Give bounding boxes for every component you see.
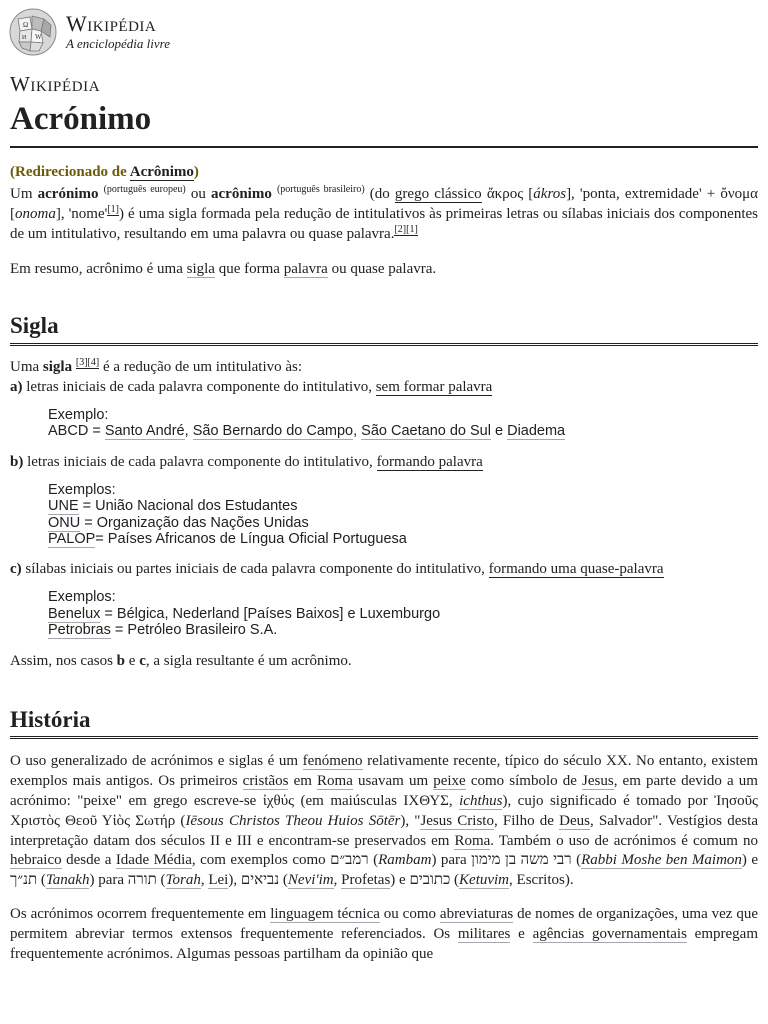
link-palop[interactable]: PALOP: [48, 530, 96, 547]
link-neviim[interactable]: Nevi'im: [287, 872, 334, 889]
link-sigla[interactable]: sigla: [186, 260, 215, 277]
svg-text:И: И: [22, 35, 27, 41]
print-wordmark: Wikipédia: [10, 72, 101, 96]
ref-link[interactable]: [4]: [87, 356, 100, 368]
link-profetas[interactable]: Profetas: [341, 872, 391, 889]
ref-link[interactable]: [1]: [107, 203, 120, 215]
link-une[interactable]: UNE: [48, 498, 79, 515]
lead-paragraph: Um acrónimo $^{(português europeu)}$ ou acrônimo $^{(português brasileiro)}$ (do grego clássico ἄκρος [ákros], 'ponta, extremidade' + ὄνομα [onoma], 'nome'[1]) é uma sigla formada pela redução de intitulativos às primeiras letras ou sílabas iniciais dos componentes de um intitulativo, resultando em uma palavra ou quase palavra.[2][1]: [10, 183, 759, 242]
summary-paragraph: Em resumo, acrônimo é uma sigla que forma palavra ou quase palavra.: [10, 260, 437, 277]
wordmark-tagline: A enciclopédia livre: [66, 36, 170, 52]
link-formando-palavra[interactable]: formando palavra: [376, 453, 483, 470]
link-jesus-cristo[interactable]: Jesus Cristo: [420, 812, 494, 829]
historia-paragraph-2: Os acrónimos ocorrem frequentemente em linguagem técnica ou como abreviaturas de nomes de organizações, uma vez que permitem abreviar termos extensos frequentemente referenciados. Os militares e agências governamentais empregam frequentemente acrónimos. Algumas pessoas partilham da opinião que: [10, 905, 759, 962]
ref-link[interactable]: [3]: [75, 356, 88, 368]
link-hebraico[interactable]: hebraico: [10, 852, 62, 869]
link-palavra[interactable]: palavra: [283, 260, 328, 277]
link-linguagem-tecnica[interactable]: linguagem técnica: [270, 905, 380, 922]
link-onu[interactable]: ONU: [48, 514, 81, 531]
example-line: ONU = Organização das Nações Unidas: [48, 514, 309, 531]
link-ketuvim[interactable]: Ketuvim: [459, 872, 510, 889]
link-tanakh[interactable]: Tanakh: [45, 872, 90, 889]
ref-link[interactable]: [2]: [394, 223, 407, 235]
link-torah[interactable]: Torah: [165, 872, 201, 889]
example-block-b: [48, 482, 758, 548]
link-formando-quase-palavra[interactable]: formando uma quase-palavra: [488, 561, 664, 578]
example-block-a: [48, 407, 758, 440]
example-line: Benelux = Bélgica, Nederland [Países Baixos] e Luxemburgo: [48, 605, 441, 622]
link-grego-classico[interactable]: grego clássico: [394, 185, 482, 202]
link-petrobras[interactable]: Petrobras: [48, 622, 111, 639]
example-line: Petrobras = Petróleo Brasileiro S.A.: [48, 622, 278, 639]
link-cristaos[interactable]: cristãos: [242, 773, 289, 790]
link-jesus[interactable]: Jesus: [582, 773, 614, 790]
link-santo-andre[interactable]: Santo André: [104, 423, 185, 440]
link-deus[interactable]: Deus: [559, 812, 590, 829]
wordmark-title: Wikipédia: [66, 11, 157, 37]
sigla-item-a: a) letras iniciais de cada palavra componente do intitulativo, sem formar palavra: [10, 378, 493, 395]
redirect-notice: (Redirecionado de Acrônimo): [10, 163, 199, 180]
link-idade-media[interactable]: Idade Média: [115, 852, 192, 869]
link-lei[interactable]: Lei: [208, 872, 229, 889]
link-fenomeno[interactable]: fenómeno: [302, 753, 363, 770]
svg-text:W: W: [35, 33, 42, 41]
page-title: Acrónimo: [10, 100, 758, 148]
example-title: Exemplos:: [48, 589, 116, 606]
link-roma[interactable]: Roma: [454, 832, 491, 849]
wordmark[interactable]: [66, 12, 170, 52]
historia-section: [10, 752, 758, 964]
link-sao-caetano[interactable]: São Caetano do Sul: [361, 423, 491, 440]
sigla-conclusion: Assim, nos casos b e c, a sigla resultante é um acrônimo.: [10, 652, 352, 669]
example-title: Exemplos:: [48, 481, 116, 498]
link-sem-formar-palavra[interactable]: sem formar palavra: [375, 378, 493, 395]
link-agencias-governamentais[interactable]: agências governamentais: [532, 925, 687, 942]
link-diadema[interactable]: Diadema: [507, 423, 566, 440]
sigla-item-c: c) sílabas iniciais ou partes iniciais de cada palavra componente do intitulativo, formando uma quase-palavra: [10, 561, 664, 578]
svg-text:Ω: Ω: [23, 21, 29, 29]
historia-paragraph-1: O uso generalizado de acrónimos e siglas é um fenómeno relativamente recente, típico do século XX. No entanto, existem exemplos mais antigos. Os primeiros cristãos em Roma usavam um peixe como símbolo de Jesus, em parte devido a um acrónimo: "peixe" em grego escreve-se ἰχθύς (em maiúsculas ΙΧΘΥΣ, ichthus), cujo significado é tomado por Ἰησοῦς Χριστὸς Θεοῦ Υἱὸς Σωτήρ (Iēsous Christos Theou Huios Sōtēr), "Jesus Cristo, Filho de Deus, Salvador". Vestígios desta interpretação datam dos séculos II e III e encontram-se preservados em Roma. Também o uso de acrónimos é comum no hebraico desde a Idade Média, com exemplos como רמב״ם (Rambam) para רבי משה בן מימון (Rabbi Moshe ben Maimon) e תנ״ך (Tanakh) para תורה (Torah, Lei), נביאים (Nevi'im, Profetas) e כתובים (Ketuvim, Escritos).: [10, 753, 759, 889]
sigla-item-b: b) letras iniciais de cada palavra componente do intitulativo, formando palavra: [10, 453, 483, 470]
example-title: Exemplo:: [48, 407, 109, 423]
redirect-link[interactable]: Acrônimo: [129, 163, 194, 180]
section-heading-historia: História: [10, 706, 758, 740]
link-roma[interactable]: Roma: [317, 773, 353, 790]
link-ichthus[interactable]: ichthus: [459, 793, 503, 809]
link-militares[interactable]: militares: [457, 925, 511, 942]
example-block-c: [48, 589, 758, 638]
site-header[interactable]: [8, 0, 758, 64]
wikipedia-globe-icon[interactable]: [8, 7, 58, 57]
link-rabbi[interactable]: Rabbi Moshe ben Maimon: [581, 852, 742, 869]
link-peixe[interactable]: peixe: [433, 773, 466, 790]
example-line: UNE = União Nacional dos Estudantes: [48, 498, 298, 515]
link-abreviaturas[interactable]: abreviaturas: [439, 905, 514, 922]
link-sao-bernardo[interactable]: São Bernardo do Campo: [192, 423, 354, 440]
example-line: PALOP= Países Africanos de Língua Oficial Portuguesa: [48, 530, 407, 547]
section-heading-sigla: Sigla: [10, 312, 758, 346]
link-benelux[interactable]: Benelux: [48, 605, 101, 622]
ref-link[interactable]: [1]: [406, 223, 418, 235]
example-line: ABCD = Santo André, São Bernardo do Campo, São Caetano do Sul e Diadema: [48, 423, 566, 440]
sigla-intro: Uma sigla [3][4] é a redução de um intitulativo às:: [10, 356, 303, 375]
